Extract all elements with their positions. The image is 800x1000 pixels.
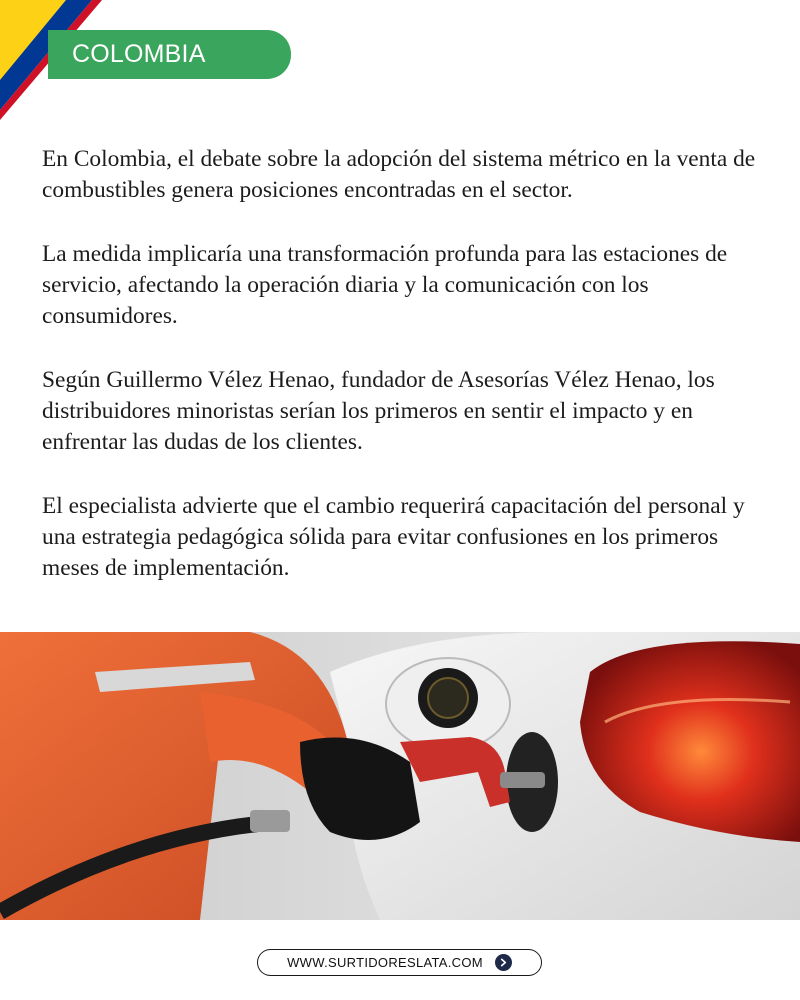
website-link-button[interactable]: [257, 949, 542, 976]
country-tag: [48, 30, 291, 79]
fuel-pump-photo: [0, 632, 800, 920]
website-url[interactable]: WWW.SURTIDORESLATA.COM: [287, 955, 483, 970]
article-body: [42, 144, 762, 617]
article-paragraph: La medida implicaría una transformación profunda para las estaciones de servicio, afectando la operación diaria y la comunicación con los consumidores.: [42, 241, 728, 329]
chevron-right-icon: [495, 954, 512, 971]
country-label: COLOMBIA: [72, 40, 206, 68]
article-paragraph: Según Guillermo Vélez Henao, fundador de Asesorías Vélez Henao, los distribuidores minoristas serían los primeros en sentir el impacto y en enfrentar las dudas de los clientes.: [42, 367, 715, 455]
article-paragraph: El especialista advierte que el cambio requerirá capacitación del personal y una estrategia pedagógica sólida para evitar confusiones en los primeros meses de implementación.: [42, 493, 745, 581]
article-paragraph: En Colombia, el debate sobre la adopción del sistema métrico en la venta de combustibles genera posiciones encontradas en el sector.: [42, 146, 756, 203]
